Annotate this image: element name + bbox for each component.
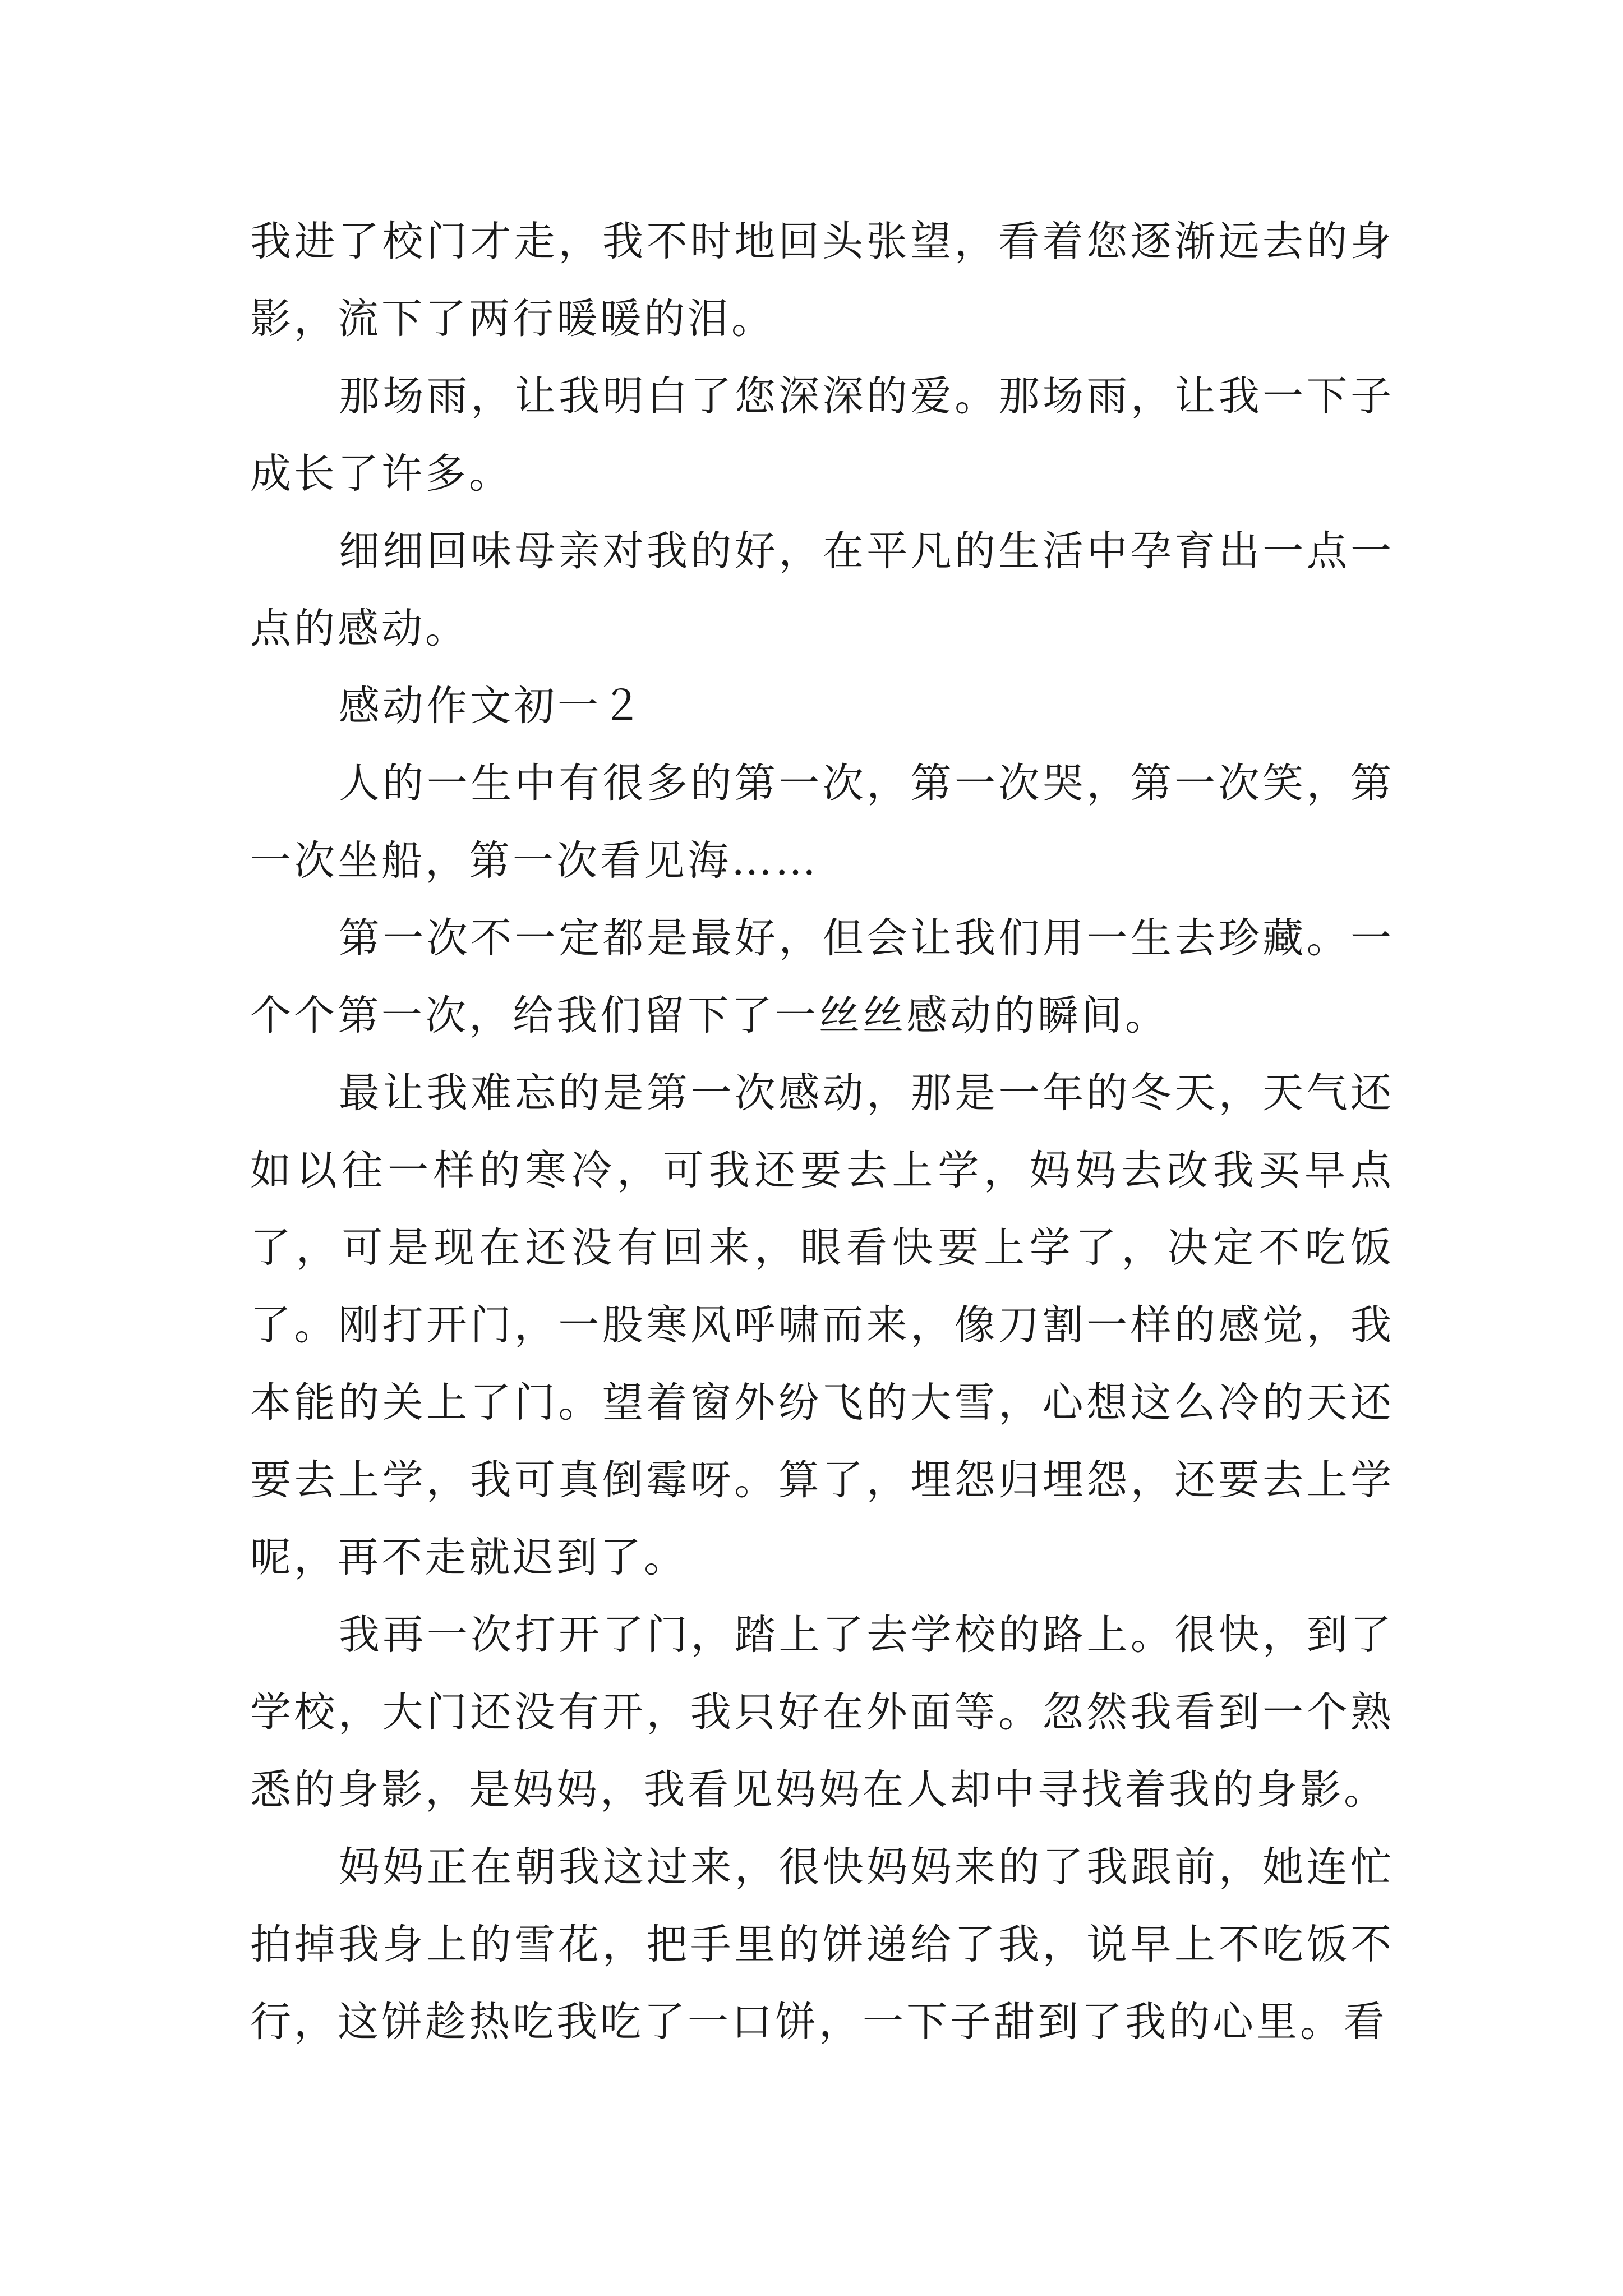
paragraph: 那场雨，让我明白了您深深的爱。那场雨，让我一下子成长了许多。: [250, 372, 1394, 498]
paragraph: 最让我难忘的是第一次感动，那是一年的冬天，天气还如以往一样的寒冷，可我还要去上学，妈妈去改我买早点了，可是现在还没有回来，眼看快要上学了，决定不吃饭了。刚打开门，一股寒风呼啸而来，像刀割一样的感觉，我本能的关上了门。望着窗外纷飞的大雪，心想这么冷的天还要去上学，我可真倒霉呀。算了，埋怨归埋怨，还要去上学呢，再不走就迟到了。: [250, 1069, 1394, 1581]
paragraph-continued: 我进了校门才走，我不时地回头张望，看着您逐渐远去的身影，流下了两行暖暖的泪。: [250, 218, 1394, 343]
paragraph: 我再一次打开了门，踏上了去学校的路上。很快，到了学校，大门还没有开，我只好在外面等。忽然我看到一个熟悉的身影，是妈妈，我看见妈妈在人却中寻找着我的身影。: [250, 1611, 1394, 1814]
paragraph: 细细回味母亲对我的好，在平凡的生活中孕育出一点一点的感动。: [250, 527, 1394, 652]
paragraph: 第一次不一定都是最好，但会让我们用一生去珍藏。一个个第一次，给我们留下了一丝丝感动的瞬间。: [250, 914, 1394, 1039]
paragraph: 人的一生中有很多的第一次，第一次哭，第一次笑，第一次坐船，第一次看见海……: [250, 760, 1394, 885]
section-heading: 感动作文初一２: [339, 682, 645, 730]
article-body: [250, 203, 1394, 2061]
paragraph: 妈妈正在朝我这过来，很快妈妈来的了我跟前，她连忙拍掉我身上的雪花，把手里的饼递给了我，说早上不吃饭不行，这饼趁热吃我吃了一口饼，一下子甜到了我的心里。看: [250, 1843, 1394, 2046]
